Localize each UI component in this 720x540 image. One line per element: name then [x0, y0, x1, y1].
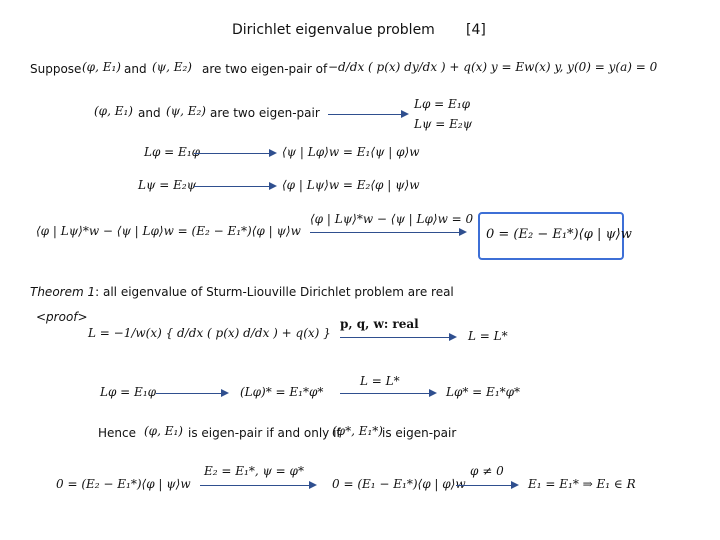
eigen-equation-psi-4: Lψ = E₂ψ — [138, 178, 197, 192]
arrow-icon — [340, 337, 450, 338]
eigen-equation-psi: Lψ = E₂ψ — [414, 117, 473, 131]
theorem-label: Theorem 1 — [30, 285, 96, 299]
arrow-icon — [340, 393, 430, 394]
conclusion: E₁ = E₁* ⇒ E₁ ∈ R — [528, 477, 636, 491]
inner-product-phi-Lpsi: ⟨φ | Lψ⟩w = E₂⟨φ | ψ⟩w — [282, 178, 420, 192]
is-eigenpair-text: is eigen-pair — [382, 426, 457, 440]
boxed-result: 0 = (E₂ − E₁*)⟨φ | ψ⟩w — [486, 227, 632, 242]
eigenpair-phi-proof: (φ, E₁) — [144, 424, 183, 438]
arrow-icon — [328, 114, 402, 115]
eigen-equation-phi-proof: Lφ = E₁φ — [100, 385, 157, 399]
conjugate-eigen-equation: Lφ* = E₁*φ* — [446, 385, 521, 399]
reference-number: [4] — [466, 22, 486, 38]
arrow-icon — [156, 393, 222, 394]
theorem-text: : all eigenvalue of Sturm-Liouville Dirichlet problem are real — [95, 285, 454, 299]
inner-product-psi-Lphi: ⟨ψ | Lφ⟩w = E₁⟨ψ | φ⟩w — [282, 145, 420, 159]
and-label-2: and — [138, 106, 161, 120]
operator-real: L = L* — [468, 329, 508, 343]
arrow-icon — [194, 186, 270, 187]
difference-result: 0 = (E₂ − E₁*)⟨φ | ψ⟩w — [56, 477, 191, 491]
theorem-statement — [30, 285, 454, 299]
self-inner-product-result: 0 = (E₁ − E₁*)⟨φ | φ⟩w — [332, 477, 466, 491]
operator-definition: L = −1/w(x) { d/dx ( p(x) d/dx ) + q(x) } — [88, 326, 331, 340]
hence-label: Hence — [98, 426, 136, 440]
eigenpair-conjugate: (φ*, E₁*) — [332, 424, 383, 438]
arrow-icon — [456, 485, 512, 486]
eigenpair-phi: (φ, E₁) — [82, 60, 121, 74]
operator-equal-conjugate: L = L* — [360, 374, 400, 388]
conjugate-equation: (Lφ)* = E₁*φ* — [240, 385, 324, 399]
hermitian-identity: ⟨φ | Lψ⟩*w − ⟨ψ | Lφ⟩w = 0 — [310, 212, 474, 226]
iff-text: is eigen-pair if and only if — [188, 426, 341, 440]
arrow-icon — [200, 485, 310, 486]
real-coefficients: p, q, w: real — [340, 317, 419, 331]
eigenpair-psi-2: (ψ, E₂) — [166, 104, 206, 118]
suppose-label: Suppose — [30, 62, 82, 76]
arrow-icon — [194, 153, 270, 154]
and-label: and — [124, 62, 147, 76]
eigen-equation-phi-3: Lφ = E₁φ — [144, 145, 201, 159]
eigenpair-psi: (ψ, E₂) — [152, 60, 192, 74]
page-title: Dirichlet eigenvalue problem — [232, 22, 435, 38]
nonzero-condition: φ ≠ 0 — [470, 464, 504, 478]
arrow-icon — [310, 232, 460, 233]
substitution-condition: E₂ = E₁*, ψ = φ* — [204, 464, 304, 478]
eigen-equation-phi: Lφ = E₁φ — [414, 97, 471, 111]
proof-label: <proof> — [36, 310, 88, 324]
eigenpair-phi-2: (φ, E₁) — [94, 104, 133, 118]
result-box — [478, 212, 632, 260]
difference-equation: ⟨φ | Lψ⟩*w − ⟨ψ | Lφ⟩w = (E₂ − E₁*)⟨φ | ψ⟩w — [36, 224, 301, 238]
sturm-liouville-equation: −d/dx ( p(x) dy/dx ) + q(x) y = Ew(x) y, y(0) = y(a) = 0 — [328, 60, 658, 74]
eigenpair-text: are two eigen-pair of — [202, 62, 328, 76]
eigenpair-text-2: are two eigen-pair — [210, 106, 320, 120]
